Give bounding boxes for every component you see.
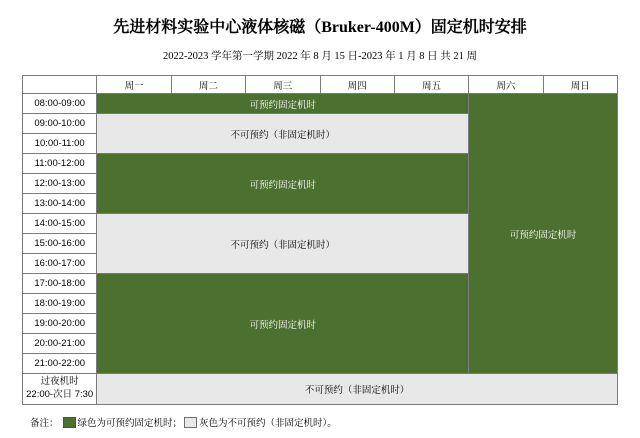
block-weekend-bookable: 可预约固定机时 [469,94,618,374]
table-body [23,94,618,405]
block-not-bookable-1: 不可预约（非固定机时） [97,114,469,154]
block-overnight-not-bookable: 不可预约（非固定机时） [97,374,618,405]
column-header-sunday: 周日 [543,76,617,94]
block-not-bookable-2: 不可预约（非固定机时） [97,214,469,274]
legend [30,415,640,429]
time-slot-1900-2000: 19:00-20:00 [23,314,97,334]
time-slot-0800-0900: 08:00-09:00 [23,94,97,114]
column-header-monday: 周一 [97,76,171,94]
page-subtitle: 2022-2023 学年第一学期 2022 年 8 月 15 日-2023 年 1 月 8 日 共 21 周 [162,51,478,62]
block-bookable-midday: 可预约固定机时 [97,154,469,214]
time-slot-1600-1700: 16:00-17:00 [23,254,97,274]
legend-green-swatch-icon [63,417,76,428]
time-slot-1300-1400: 13:00-14:00 [23,194,97,214]
block-bookable-morning-1: 可预约固定机时 [97,94,469,114]
page-title: 先进材料实验中心液体核磁（Bruker-400M）固定机时安排 [113,19,527,36]
overnight-label-line2: 22:00-次日 7:30 [26,389,94,400]
legend-prefix: 备注： [30,418,59,429]
time-slot-0900-1000: 09:00-10:00 [23,114,97,134]
time-slot-2100-2200: 21:00-22:00 [23,354,97,374]
time-slot-1100-1200: 11:00-12:00 [23,154,97,174]
table-header [23,76,618,94]
time-slot-1400-1500: 14:00-15:00 [23,214,97,234]
legend-green-text: 绿色为可预约固定机时； [77,418,183,429]
table-header-row [23,76,618,94]
column-header-wednesday: 周三 [246,76,320,94]
time-slot-1000-1100: 10:00-11:00 [23,134,97,154]
time-slot-1800-1900: 18:00-19:00 [23,294,97,314]
schedule-table [22,75,618,405]
column-header-tuesday: 周二 [171,76,245,94]
legend-grey-text: 灰色为不可预约（非固定机时）。 [199,418,337,429]
time-slot-1700-1800: 17:00-18:00 [23,274,97,294]
schedule-table-wrapper [22,75,618,405]
legend-grey-swatch-icon [184,417,197,428]
block-bookable-evening: 可预约固定机时 [97,274,469,374]
column-header-saturday: 周六 [469,76,543,94]
time-slot-2000-2100: 20:00-21:00 [23,334,97,354]
column-header-time [23,76,97,94]
document-page [0,14,640,438]
column-header-thursday: 周四 [320,76,394,94]
table-row-overnight [23,374,618,405]
column-header-friday: 周五 [394,76,468,94]
time-slot-1500-1600: 15:00-16:00 [23,234,97,254]
time-slot-1200-1300: 12:00-13:00 [23,174,97,194]
time-slot-overnight [23,374,97,405]
table-row [23,94,618,114]
overnight-label-line1: 过夜机时 [40,376,79,388]
